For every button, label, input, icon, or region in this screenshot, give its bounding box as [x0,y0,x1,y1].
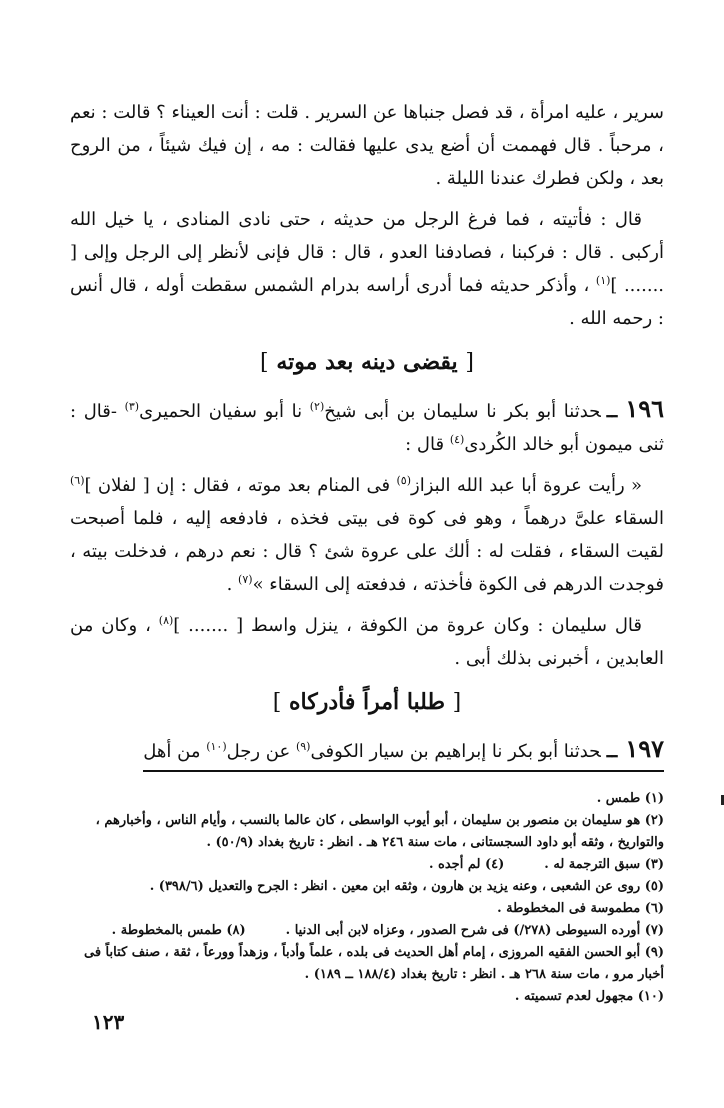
bracket-close: ] [272,690,282,715]
footnote-7: (٧) أورده السيوطى (٢٧٨/) فى شرح الصدور ، وعزاه لابن أبى الدنيا . [285,923,664,938]
paragraph-1 [70,96,664,195]
section-heading-1-text: يقضى دينه بعد موته [276,349,458,375]
footnote-9: (٩) أبو الحسن الفقيه المروزى ، إمام أهل الحديث فى بلده ، علماً وأدباً ، وزهداً وورعاً ، ثقة ، صنف كتاباً فى أخبار مرو ، مات سنة ٢٦٨ هـ . انظر : تاريخ بغداد (١٨٨/٤ ــ ١٨٩) . [83,945,664,982]
footnote-ref-8: (٨) [158,614,174,627]
footnote-ref-5: (٥) [396,474,412,487]
hadith-197-isnad [70,732,664,772]
isnad-text-4: قال : [405,434,450,455]
footnote-ref-9: (٩) [295,740,311,753]
bracket-open: [ [452,690,462,715]
hadith-number-196: ١٩٦ [625,394,664,423]
paragraph-2-text-a: قال : فأتيته ، فما فرغ الرجل من حديثه ، حتى نادى المنادى ، يا خيل الله أركبى . قال : فركبنا ، فصادفنا العدو ، قال : قال فإنى لأنظر إلى الرجل وإلى [ ....... ] [70,209,665,296]
matn-text-3: السقاء علىَّ درهماً ، وهو فى كوة فى بيتى فخذه ، فادفعه إليه ، فلما أصبحت لقيت السقاء ، فقلت له : ألك على عروة شئ ؟ قال : نعم درهم ، فدخلت بيته ، فوجدت الدرهم فى الكوة فأخذته ، فدفعته إلى السقاء » [70,508,664,595]
footnote-6: (٦) مطموسة فى المخطوطة . [497,901,664,916]
hadith-number-197: ١٩٧ [625,734,664,763]
paragraph-1-text: سرير ، عليه امرأة ، قد فصل جنباها عن السرير . قلت : أنت العيناء ؟ قالت : نعم ، مرحباً . قال فهممت أن أضع يدى عليها فقالت : مه ، إن فيك شيئاً ، من الروح بعد ، ولكن فطرك عندنا الليلة . [70,102,664,189]
isnad-text-1: حدثنا أبو بكر نا سليمان بن أبى شيخ [324,401,601,422]
section-heading-1 [70,345,664,380]
footnote-4: (٤) لم أجده . [429,857,505,872]
hadith-196-matn [70,469,664,601]
hadith-197-underlined-line [143,732,664,772]
sulayman-text-2: ، وكان من العابدين ، أخبرنى بذلك أبى . [70,615,664,669]
footnote-ref-1: (١) [595,274,611,287]
footnote-ref-2: (٢) [309,400,325,413]
footnote-ref-7: (٧) [238,573,253,586]
isnad-text-2: نا أبو سفيان الحميرى [139,401,310,422]
footnotes [70,788,664,1008]
hadith-dash: ــ [606,401,618,422]
isnad-197-text-1: حدثنا أبو بكر نا إبراهيم بن سيار الكوفى [310,741,601,762]
footnote-8: (٨) طمس بالمخطوطة . [111,923,246,938]
footnote-1: (١) طمس . [596,791,664,806]
footnote-5: (٥) روى عن الشعبى ، وعنه يزيد بن هارون ، وثقه ابن معين . انظر : الجرح والتعديل (٣٩٨/٦) . [149,879,664,894]
hadith-dash: ــ [606,741,618,762]
sulayman-text-1: قال سليمان : وكان عروة من الكوفة ، ينزل واسط [ ....... ] [173,615,642,636]
footnote-row-3-4 [70,854,664,876]
section-heading-2 [70,685,664,720]
matn-text-1: « رأيت عروة أبا عبد الله البزاز [411,475,642,496]
footnote-3: (٣) سبق الترجمة له . [544,857,664,872]
matn-text-2: فى المنام بعد موته ، فقال : إن [ لفلان ] [84,475,397,496]
bracket-open: [ [465,350,474,375]
isnad-197-text-3: من أهل [143,741,207,762]
footnote-10: (١٠) مجهول لعدم تسميته . [514,989,664,1004]
bracket-close: ] [260,350,269,375]
page-body [70,96,664,772]
footnote-2: (٢) هو سليمان بن منصور بن سليمان ، أبو أيوب الواسطى ، كان عالما بالنسب ، وأيام الناس ، وأخبارهم ، والتواريخ ، وثقه أبو داود السجستانى ، مات سنة ٢٤٦ هـ . انظر : تاريخ بغداد (٥٠/٩) . [95,813,664,850]
footnote-ref-10: (١٠) [206,740,227,753]
isnad-text-3: -قال : ثنى ميمون أبو خالد الكُردى [70,401,664,455]
isnad-197-text-2: عن رجل [226,741,296,762]
footnote-ref-4: (٤) [449,433,465,446]
footnote-ref-3: (٣) [124,400,140,413]
paragraph-2 [70,203,664,335]
sulayman-paragraph [70,609,664,675]
footnote-row-7-8 [70,920,664,942]
hadith-196-isnad [70,392,664,461]
page-number: ١٢٣ [92,1010,125,1034]
section-heading-2-text: طلبا أمراً فأدركاه [289,689,445,715]
matn-text-4: . [226,574,239,595]
paragraph-2-text-b: ، وأذكر حديثه فما أدرى أراسه بدرام الشمس سقطت أوله ، قال أنس : رحمه الله . [70,275,664,329]
footnote-ref-6: (٦) [70,474,85,487]
